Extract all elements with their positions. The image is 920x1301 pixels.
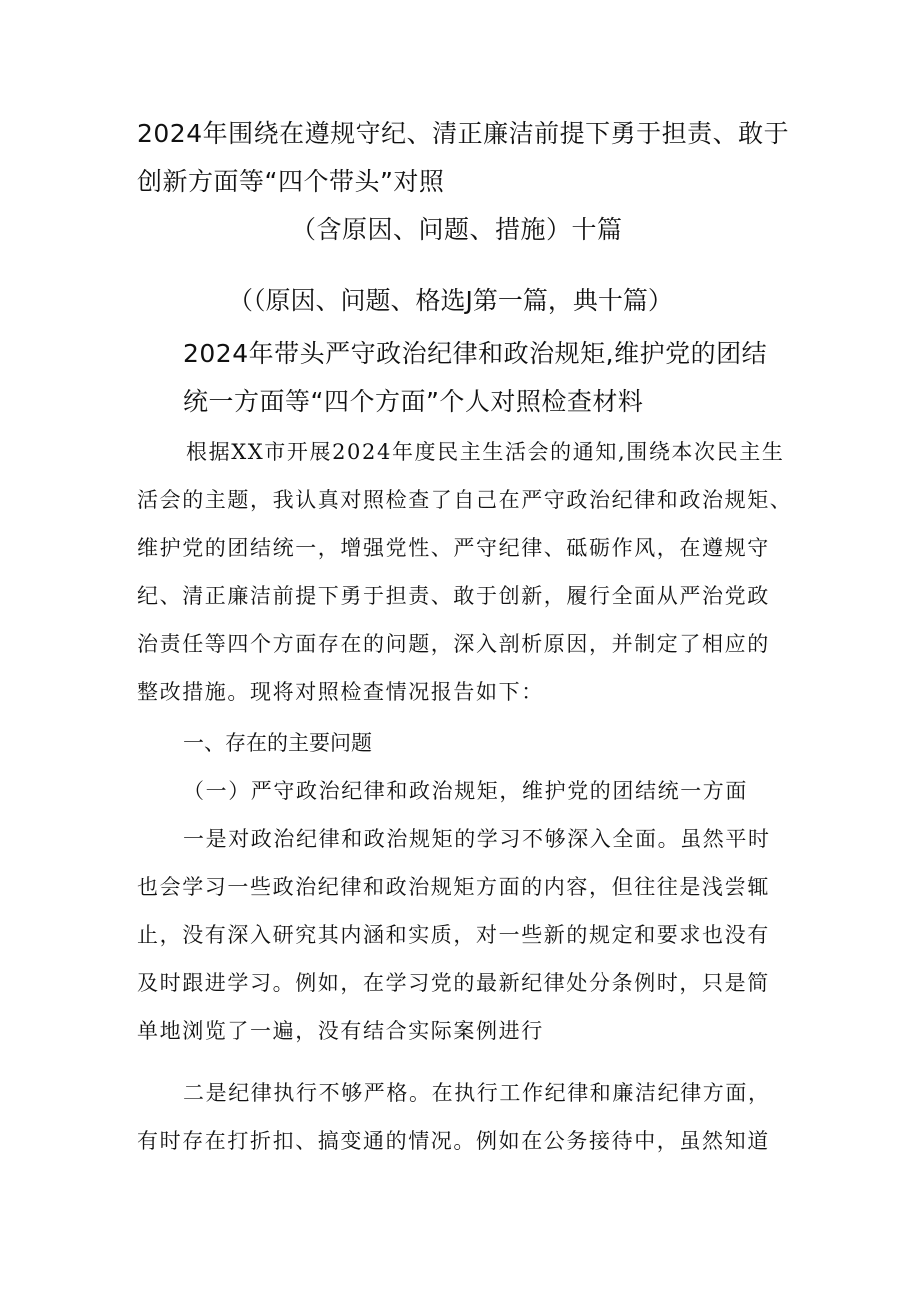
- intro-line-5: 治责任等四个方面存在的问题，深入剖析原因，并制定了相应的: [137, 632, 770, 656]
- intro-line-2: 活会的主题，我认真对照检查了自己在严守政治纪律和政治规矩、: [137, 488, 793, 512]
- article-title-line-2: 统一方面等“四个方面”个人对照检查材料: [183, 387, 644, 416]
- document-subtitle: （（原因、问题、格选J第一篇，典十篇）: [228, 286, 673, 315]
- intro-line-4: 纪、清正廉洁前提下勇于担责、敢于创新，履行全面从严治党政: [137, 584, 770, 608]
- intro-line-3: 维护党的团结统一，增强党性、严守纪律、砥砺作风，在遵规守: [137, 536, 770, 560]
- point1-line-2: 也会学习一些政治纪律和政治规矩方面的内容，但往往是浅尝辄: [137, 875, 770, 899]
- section-heading: 一、存在的主要问题: [183, 731, 372, 755]
- point2-line-1: 二是纪律执行不够严格。在执行工作纪律和廉洁纪律方面，: [183, 1081, 771, 1105]
- intro-line-6: 整改措施。现将对照检查情况报告如下：: [137, 680, 544, 704]
- point1-line-1: 一是对政治纪律和政治规矩的学习不够深入全面。虽然平时: [183, 827, 771, 851]
- article-title-line-1: 2024年带头严守政治纪律和政治规矩,维护党的团结: [183, 339, 768, 368]
- point2-line-2: 有时存在打折扣、搞变通的情况。例如在公务接待中，虽然知道: [137, 1129, 770, 1153]
- point1-line-5: 单地浏览了一遍，没有结合实际案例进行: [137, 1019, 544, 1043]
- document-title-line-3: （含原因、问题、措施）十篇: [291, 215, 623, 244]
- intro-line-1: 根据XX市开展2024年度民主生活会的通知,围绕本次民主生: [186, 440, 785, 464]
- document-title-line-1: 2024年围绕在遵规守纪、清正廉洁前提下勇于担责、敢于: [137, 119, 790, 148]
- subsection-heading: （一）严守政治纪律和政治规矩，维护党的团结统一方面: [183, 779, 748, 803]
- document-title-line-2: 创新方面等“四个带头”对照: [137, 167, 445, 196]
- point1-line-3: 止，没有深入研究其内涵和实质，对一些新的规定和要求也没有: [137, 923, 770, 947]
- point1-line-4: 及时跟进学习。例如，在学习党的最新纪律处分条例时，只是简: [137, 971, 770, 995]
